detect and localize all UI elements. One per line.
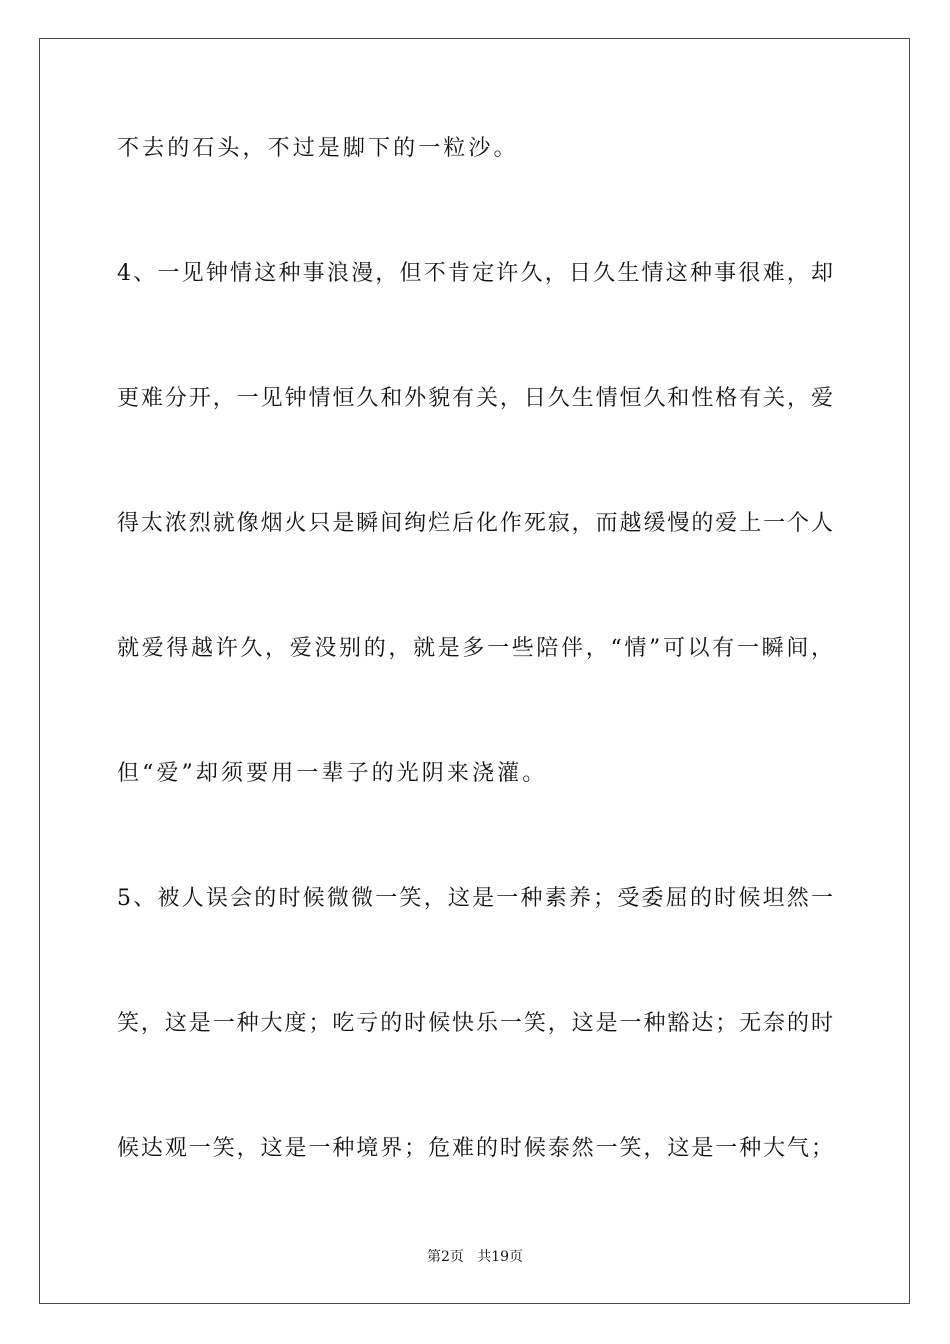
text-line-6: 但“爱”却须要用一辈子的光阴来浇灌。: [117, 761, 548, 786]
text-line-1: 不去的石头，不过是脚下的一粒沙。: [117, 136, 519, 161]
page-number-footer: 第2页 共19页: [426, 1249, 524, 1265]
text-line-7: 5、被人误会的时候微微一笑，这是一种素养；受委屈的时候坦然一: [117, 886, 833, 911]
page-border: [39, 38, 910, 1304]
text-line-8: 笑，这是一种大度；吃亏的时候快乐一笑，这是一种豁达；无奈的时: [117, 1011, 833, 1036]
text-line-9: 候达观一笑，这是一种境界；危难的时候泰然一笑，这是一种大气；: [117, 1136, 833, 1161]
text-line-2: 4、一见钟情这种事浪漫，但不肯定许久，日久生情这种事很难，却: [117, 261, 833, 286]
text-line-4: 得太浓烈就像烟火只是瞬间绚烂后化作死寂，而越缓慢的爱上一个人: [117, 511, 833, 536]
text-line-3: 更难分开，一见钟情恒久和外貌有关，日久生情恒久和性格有关，爱: [117, 386, 833, 411]
text-line-5: 就爱得越许久，爱没别的，就是多一些陪伴，“情”可以有一瞬间，: [117, 636, 833, 661]
